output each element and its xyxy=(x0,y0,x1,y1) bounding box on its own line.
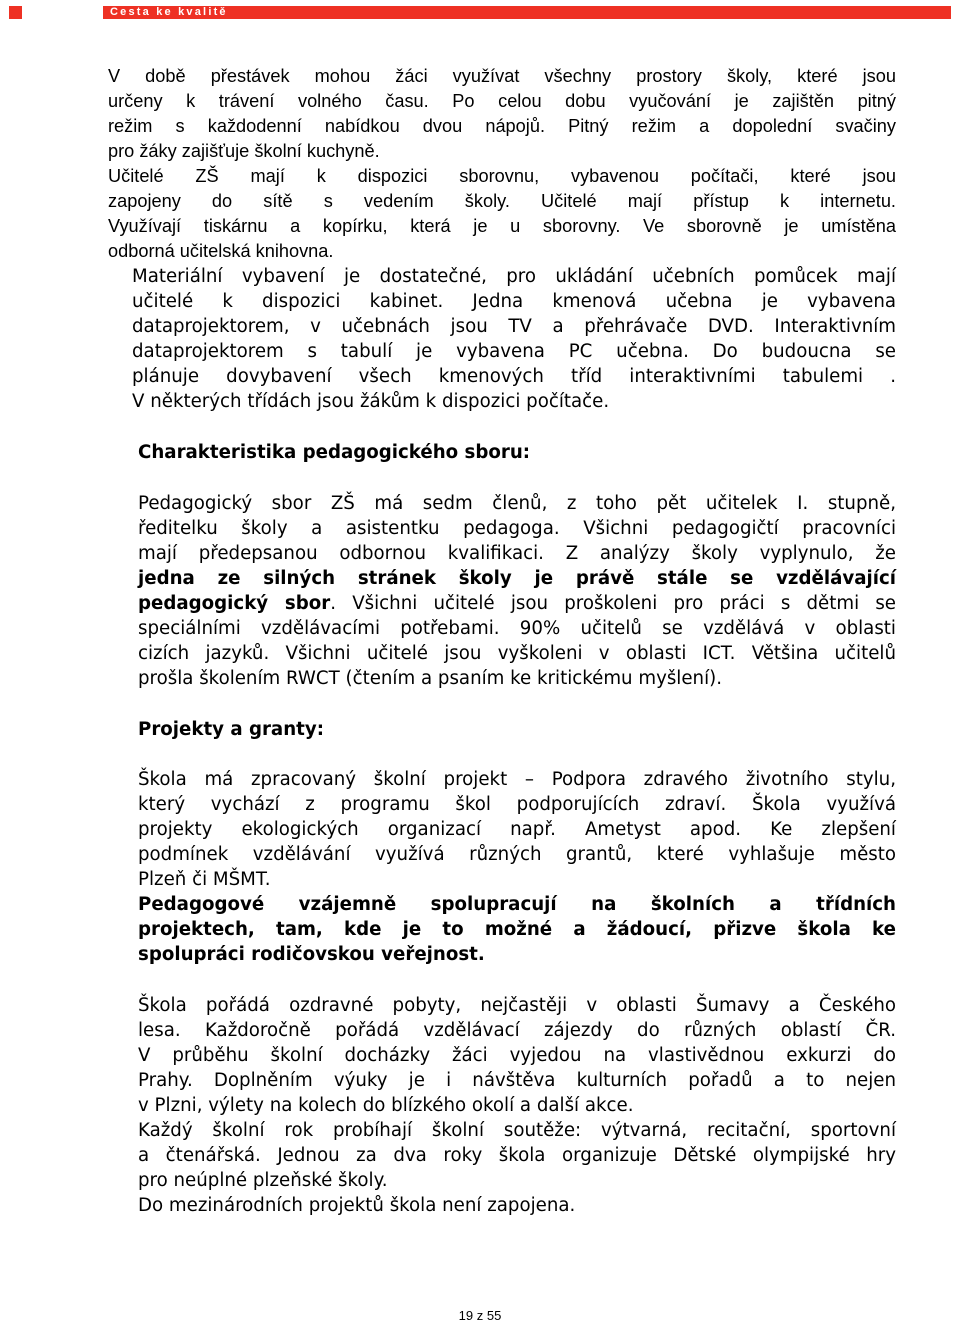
section-heading-staff: Charakteristika pedagogického sboru: xyxy=(138,442,531,463)
paragraph-cooperation xyxy=(138,892,896,967)
text-line: lesa. Každoročně pořádá vzdělávací zájezdy do různých oblastí ČR. xyxy=(138,1020,896,1041)
paragraph-breaks xyxy=(108,64,896,164)
text-line: Pedagogové vzájemně spolupracují na školních a třídních xyxy=(138,894,896,915)
document-header xyxy=(0,0,960,26)
text-line: spolupráci rodičovskou veřejnost. xyxy=(138,944,485,965)
text-line: cizích jazyků. Všichni učitelé jsou vyškoleni v oblasti ICT. Většina učitelů xyxy=(138,643,896,664)
paragraph-equipment xyxy=(132,264,896,414)
text-line: V době přestávek mohou žáci využívat všechny prostory školy, které jsou xyxy=(108,66,896,86)
text-line: Materiální vybavení je dostatečné, pro ukládání učebních pomůcek mají xyxy=(132,266,896,287)
text-line: projekty ekologických organizací např. Ametyst apod. Ke zlepšení xyxy=(138,819,896,840)
text-line: dataprojektorem, v učebnách jsou TV a přehrávače DVD. Interaktivním xyxy=(132,316,896,337)
section-heading-projects: Projekty a granty: xyxy=(138,719,324,740)
text-fragment: . Všichni učitelé jsou proškoleni pro práci s dětmi se xyxy=(330,593,896,614)
text-line: Škola pořádá ozdravné pobyty, nejčastěji v oblasti Šumavy a Českého xyxy=(138,995,896,1016)
paragraph-projects xyxy=(138,767,896,892)
text-line: plánuje dovybavení všech kmenových tříd interaktivními tabulemi . xyxy=(132,366,896,387)
text-line: dataprojektorem s tabulí je vybavena PC učebna. Do budoucna se xyxy=(132,341,896,362)
paragraph-staffroom xyxy=(108,164,896,264)
page-number: 19 z 55 xyxy=(458,1308,502,1323)
text-line: režim s každodenní nabídkou dvou nápojů. Pitný režim a dopolední svačiny xyxy=(108,116,896,136)
text-line: učitelé k dispozici kabinet. Jedna kmenová učebna je vybavena xyxy=(132,291,896,312)
header-red-square xyxy=(9,6,22,19)
text-line: a čtenářská. Jednou za dva roky škola organizuje Dětské olympijské hry xyxy=(138,1145,896,1166)
text-line: Využívají tiskárnu a kopírku, která je u sborovny. Ve sborovně je umístěna xyxy=(108,216,896,236)
paragraph-competitions xyxy=(138,1118,896,1193)
text-line: Do mezinárodních projektů škola není zapojena. xyxy=(138,1195,576,1216)
header-title: Cesta ke kvalitě xyxy=(110,6,228,18)
paragraph-staff xyxy=(138,491,896,691)
paragraph-international xyxy=(138,1193,896,1218)
text-line: pro žáky zajišťuje školní kuchyně. xyxy=(108,141,380,161)
text-line: Plzeň či MŠMT. xyxy=(138,869,271,890)
text-line: V některých třídách jsou žákům k dispozici počítače. xyxy=(132,391,610,412)
text-line: Prahy. Doplněním výuky je i návštěva kulturních pořadů a to nejen xyxy=(138,1070,896,1091)
text-line: V průběhu školní docházky žáci vyjedou na vlastivědnou exkurzi do xyxy=(138,1045,896,1066)
text-line: v Plzni, výlety na kolech do blízkého okolí a další akce. xyxy=(138,1095,634,1116)
text-line: který vychází z programu škol podporujících zdraví. Škola využívá xyxy=(138,794,896,815)
text-line: podmínek vzdělávání využívá různých grantů, které vyhlašuje město xyxy=(138,844,896,865)
emphasis-text: jedna ze silných stránek školy je právě stále se vzdělávající xyxy=(138,568,896,589)
header-red-band xyxy=(103,6,951,19)
text-line: speciálními vzdělávacími potřebami. 90% učitelů se vzdělává v oblasti xyxy=(138,618,896,639)
emphasis-text: pedagogický sbor xyxy=(138,593,331,614)
text-line: určeny k trávení volného času. Po celou dobu vyučování je zajištěn pitný xyxy=(108,91,896,111)
text-line: Pedagogický sbor ZŠ má sedm členů, z toho pět učitelek I. stupně, xyxy=(138,493,896,514)
text-line: Učitelé ZŠ mají k dispozici sborovnu, vybavenou počítači, které jsou xyxy=(108,166,896,186)
text-line: odborná učitelská knihovna. xyxy=(108,241,334,261)
text-line: Škola má zpracovaný školní projekt – Podpora zdravého životního stylu, xyxy=(138,769,896,790)
text-line: zapojeny do sítě s vedením školy. Učitelé mají přístup k internetu. xyxy=(108,191,896,211)
text-line: prošla školením RWCT (čtením a psaním ke kritickému myšlení). xyxy=(138,668,723,689)
text-line: Každý školní rok probíhají školní soutěže: výtvarná, recitační, sportovní xyxy=(138,1120,896,1141)
paragraph-trips xyxy=(138,993,896,1118)
text-line: mají předepsanou odbornou kvalifikaci. Z analýzy školy vyplynulo, že xyxy=(138,543,896,564)
text-line: pro neúplné plzeňské školy. xyxy=(138,1170,388,1191)
text-line: ředitelku školy a asistentku pedagoga. Všichni pedagogičtí pracovníci xyxy=(138,518,896,539)
text-line xyxy=(138,566,896,591)
text-line: projektech, tam, kde je to možné a žádoucí, přizve škola ke xyxy=(138,919,896,940)
text-line xyxy=(138,591,896,616)
